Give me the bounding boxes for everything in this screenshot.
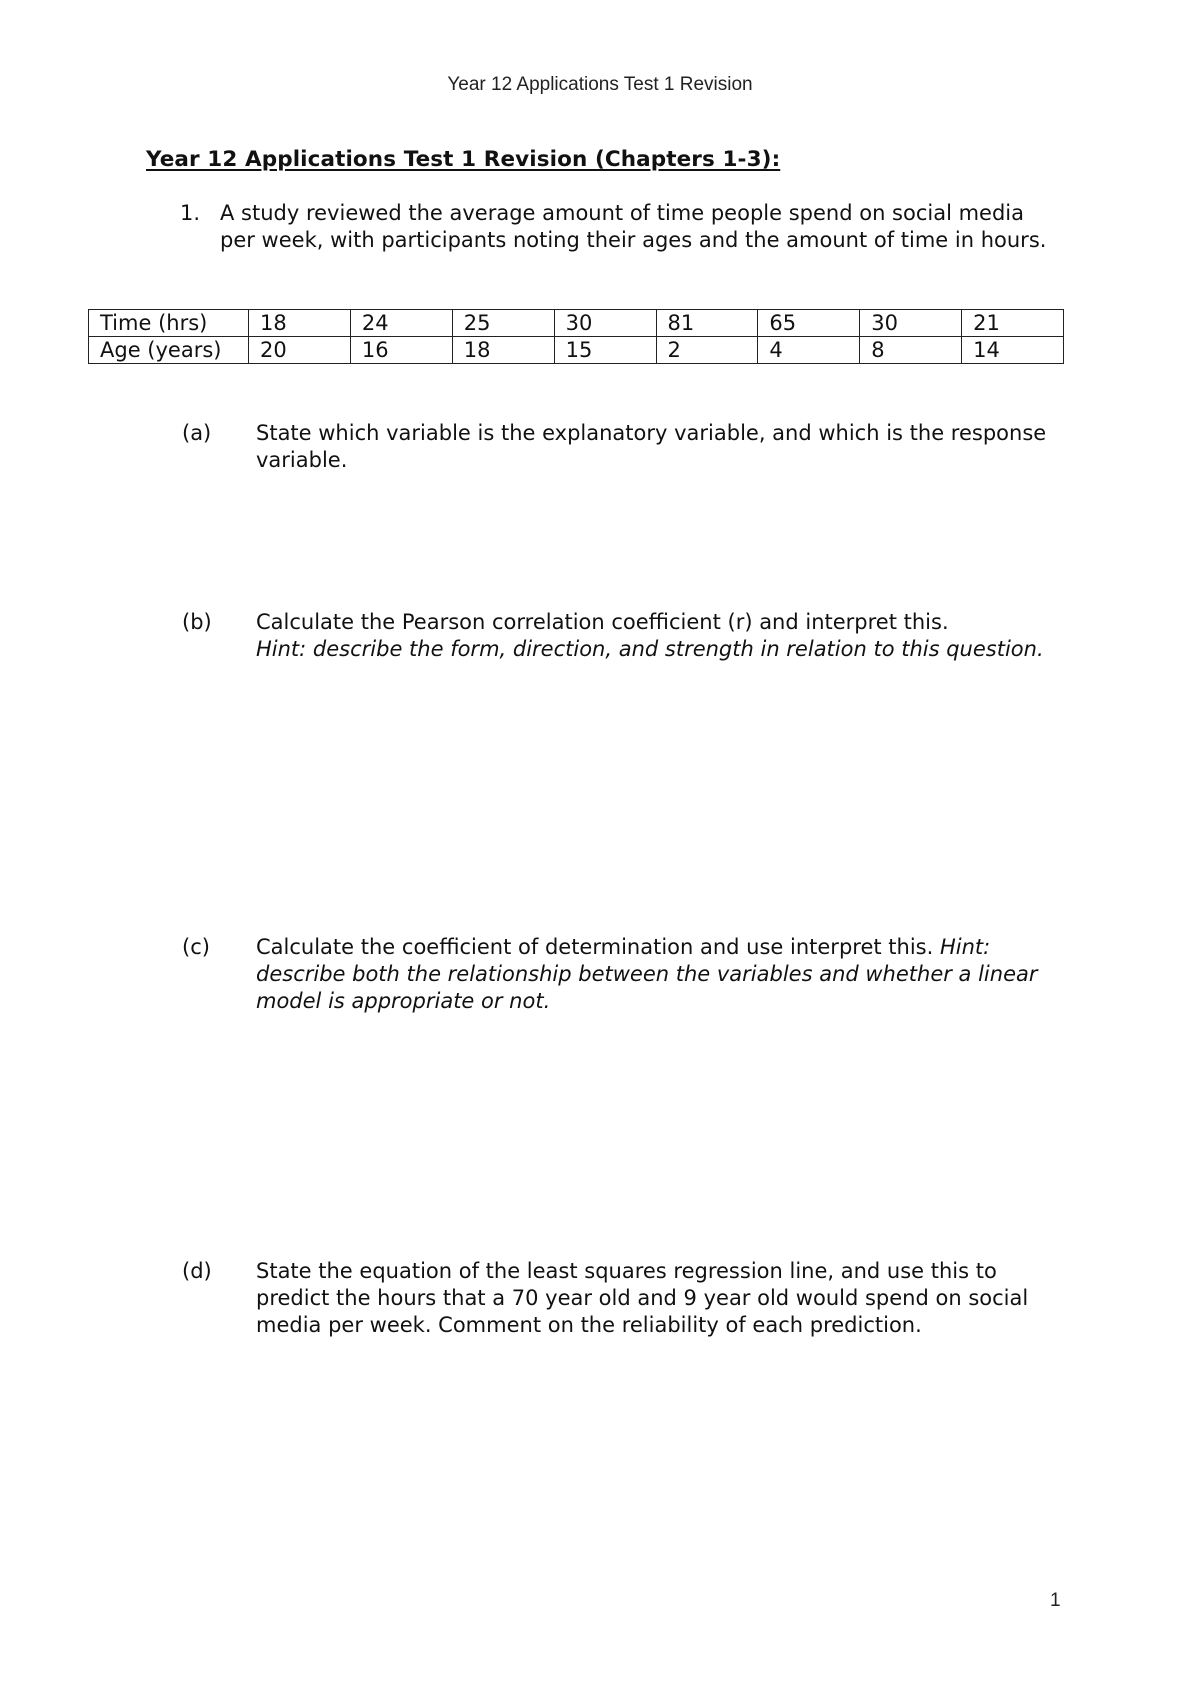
table-cell: 24 bbox=[350, 310, 452, 337]
table-cell: 25 bbox=[452, 310, 554, 337]
table-cell: 21 bbox=[962, 310, 1064, 337]
data-table bbox=[88, 309, 1064, 364]
table-row bbox=[89, 337, 1064, 364]
table-cell: 14 bbox=[962, 337, 1064, 364]
part-label: (d) bbox=[182, 1259, 212, 1283]
table-cell: 16 bbox=[350, 337, 452, 364]
part-label: (a) bbox=[182, 421, 212, 445]
part-a bbox=[182, 420, 1062, 474]
part-text: State which variable is the explanatory variable, and which is the response variable. bbox=[256, 421, 1047, 472]
table-cell: 2 bbox=[656, 337, 758, 364]
document-title: Year 12 Applications Test 1 Revision (Chapters 1-3): bbox=[146, 147, 781, 172]
part-body bbox=[256, 609, 1062, 663]
question-1 bbox=[180, 200, 1060, 254]
part-label: (c) bbox=[182, 935, 210, 959]
table-cell: 20 bbox=[249, 337, 351, 364]
table-cell: 15 bbox=[554, 337, 656, 364]
part-text: Calculate the coefficient of determination and use interpret this. bbox=[256, 935, 934, 959]
table-cell: 8 bbox=[860, 337, 962, 364]
row-header: Time (hrs) bbox=[89, 310, 249, 337]
running-header: Year 12 Applications Test 1 Revision bbox=[447, 74, 753, 95]
part-hint: Hint: describe both the relationship between the variables and whether a linear model is appropriate or not. bbox=[256, 935, 1038, 1013]
table-cell: 18 bbox=[452, 337, 554, 364]
part-hint: Hint: describe the form, direction, and strength in relation to this question. bbox=[256, 637, 1044, 661]
part-c bbox=[182, 934, 1062, 1015]
part-body bbox=[256, 934, 1062, 1015]
part-text: Calculate the Pearson correlation coefficient (r) and interpret this. bbox=[256, 610, 949, 634]
part-d bbox=[182, 1258, 1062, 1339]
table-cell: 18 bbox=[249, 310, 351, 337]
table-row bbox=[89, 310, 1064, 337]
part-label: (b) bbox=[182, 610, 212, 634]
table-cell: 30 bbox=[554, 310, 656, 337]
part-text: State the equation of the least squares regression line, and use this to predict the hours that a 70 year old and 9 year old would spend on social media per week. Comment on the reliability of each prediction. bbox=[256, 1259, 1029, 1337]
table-cell: 81 bbox=[656, 310, 758, 337]
table-cell: 65 bbox=[758, 310, 860, 337]
row-header: Age (years) bbox=[89, 337, 249, 364]
part-b bbox=[182, 609, 1062, 663]
table-cell: 30 bbox=[860, 310, 962, 337]
question-number: 1. bbox=[180, 201, 201, 225]
question-text: A study reviewed the average amount of time people spend on social media per week, with participants noting their ages and the amount of time in hours. bbox=[220, 201, 1047, 252]
table-cell: 4 bbox=[758, 337, 860, 364]
page-number: 1 bbox=[1050, 1590, 1061, 1611]
